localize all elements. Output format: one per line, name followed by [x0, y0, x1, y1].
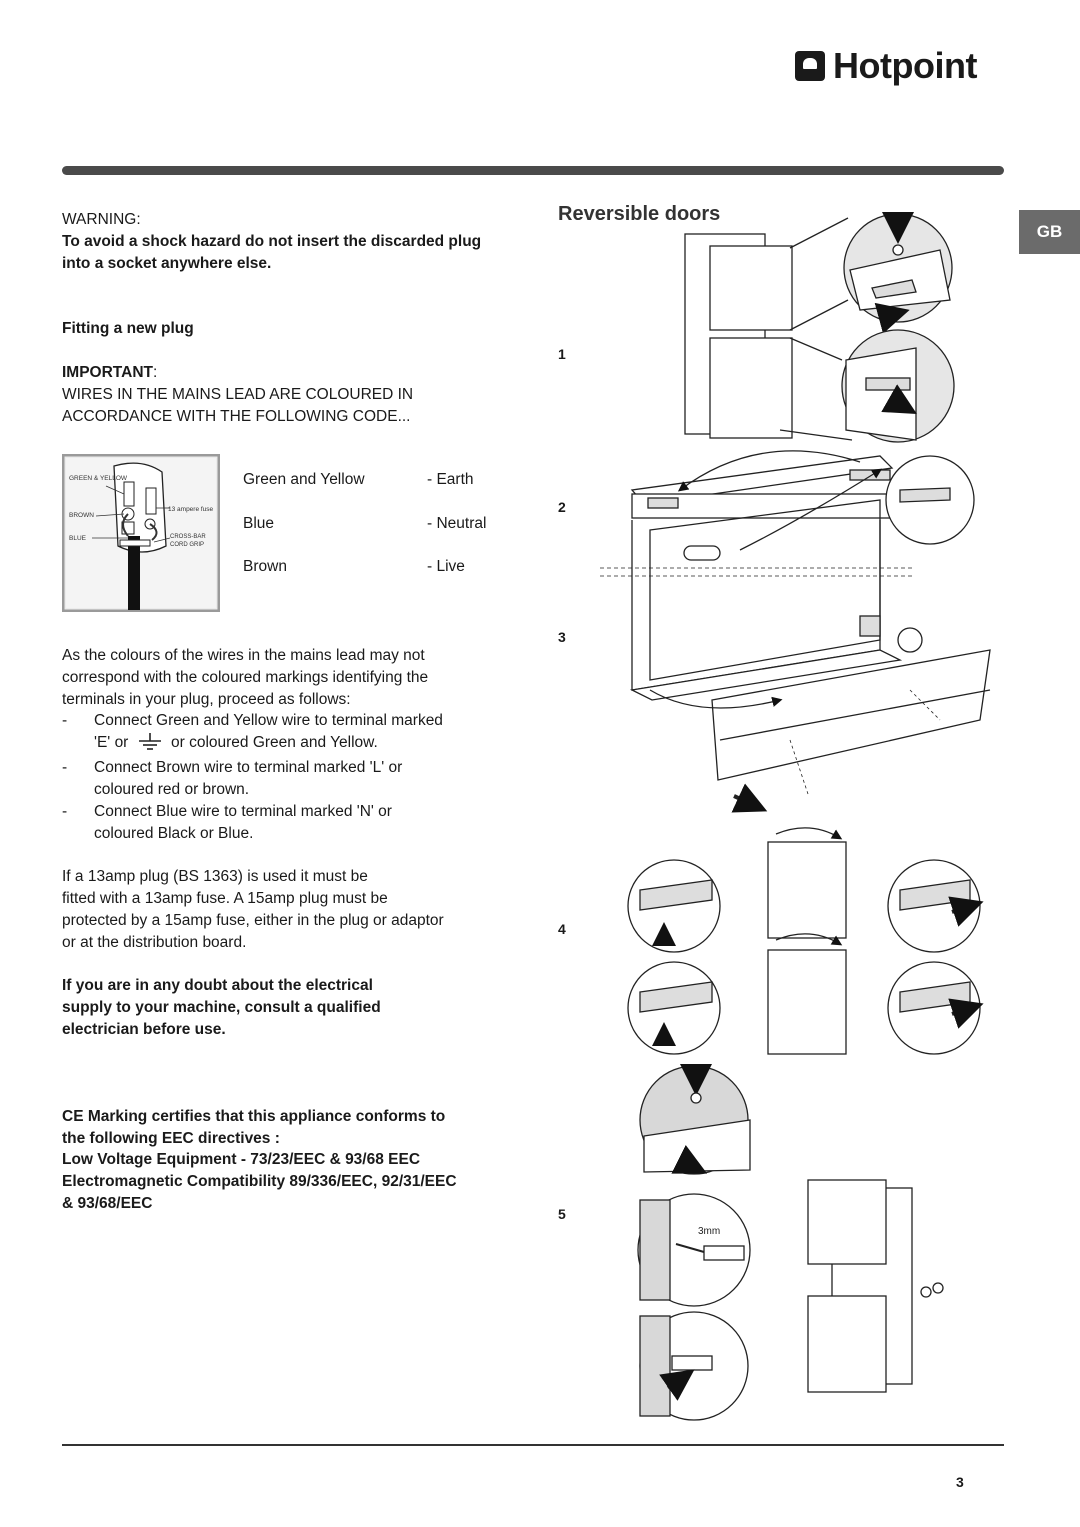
label-cordgrip: CORD GRIP: [170, 542, 205, 548]
step1-hinge-zoom-top: [844, 212, 952, 322]
step4-doors: [628, 828, 980, 1054]
bullet-dash: -: [62, 759, 68, 776]
ce-line-3: Low Voltage Equipment - 73/23/EEC & 93/68 EEC: [62, 1151, 421, 1168]
section-title: Reversible doors: [558, 203, 721, 225]
ce-line-4: Electromagnetic Compatibility 89/336/EEC, 92/31/EEC: [62, 1173, 457, 1190]
label-green-yellow: GREEN & YELLOW: [69, 475, 128, 482]
bullet-line-2: coloured Black or Blue.: [94, 824, 254, 842]
bullet-line-1: Connect Blue wire to terminal marked 'N' or: [94, 803, 392, 820]
doubt-line-1: If you are in any doubt about the electrical: [62, 977, 373, 994]
terminal-name: - Live: [427, 558, 465, 575]
step-number-2: 2: [558, 499, 566, 515]
wires-line-2: ACCORDANCE WITH THE FOLLOWING CODE...: [62, 408, 411, 425]
footer-rule: [62, 1444, 1004, 1446]
bullet-line-1: Connect Green and Yellow wire to terminal marked: [94, 712, 443, 729]
step-number-1: 1: [558, 346, 566, 362]
language-tab: GB: [1019, 210, 1080, 254]
bullet-line-2: coloured red or brown.: [94, 780, 250, 798]
ce-line-1: CE Marking certifies that this appliance conforms to: [62, 1108, 446, 1125]
fuse-line-1: If a 13amp plug (BS 1363) is used it must be: [62, 868, 368, 885]
bullet-e-text-2: or coloured Green and Yellow.: [170, 733, 378, 751]
step1-hinge-zoom-bottom: [842, 330, 954, 442]
ce-line-5: & 93/68/EEC: [62, 1195, 153, 1212]
label-brown: BROWN: [69, 512, 94, 519]
colour-name: Blue: [243, 515, 275, 532]
brand-name: Hotpoint: [833, 45, 977, 86]
wires-line-1: WIRES IN THE MAINS LEAD ARE COLOURED IN: [62, 386, 414, 403]
bullet-e-text: 'E' or: [94, 733, 129, 751]
fitting-heading: Fitting a new plug: [62, 320, 194, 337]
warning-text: To avoid a shock hazard do not insert the discarded plug into a socket anywhere else.: [62, 233, 482, 272]
doubt-line-3: electrician before use.: [62, 1021, 226, 1038]
step-number-3: 3: [558, 629, 566, 645]
ce-line-2: the following EEC directives :: [62, 1130, 280, 1147]
step1-fridge: [685, 218, 852, 440]
colour-name: Green and Yellow: [243, 471, 365, 488]
step2-fridge-top: [632, 451, 974, 560]
step5-assembly: [638, 1066, 943, 1420]
step3-fridge-bottom: [632, 500, 990, 808]
fuse-line-3: protected by a 15amp fuse, either in the plug or adaptor: [62, 912, 444, 929]
label-fuse: 13 ampere fuse: [168, 506, 214, 513]
terminal-name: - Earth: [427, 471, 474, 488]
bullet-dash: -: [62, 712, 68, 729]
fuse-line-2: fitted with a 13amp fuse. A 15amp plug must be: [62, 890, 388, 907]
bullet-dash: -: [62, 803, 68, 820]
measure-label: 3mm: [698, 1226, 721, 1237]
label-blue: BLUE: [69, 535, 86, 542]
important-label: IMPORTANT: [62, 364, 153, 381]
important-colon: :: [152, 364, 158, 381]
fuse-line-4: or at the distribution board.: [62, 934, 247, 951]
step-number-5: 5: [558, 1206, 566, 1222]
para1-line-3: terminals in your plug, proceed as follows:: [62, 691, 351, 708]
bullet-line-1: Connect Brown wire to terminal marked 'L' or: [94, 759, 403, 776]
colour-name: Brown: [243, 558, 287, 575]
para1-line-2: correspond with the coloured markings identifying the: [62, 669, 429, 686]
step-number-4: 4: [558, 921, 566, 937]
para1-line-1: As the colours of the wires in the mains lead may not: [62, 647, 425, 664]
label-crossbar: CROSS-BAR: [170, 534, 206, 540]
page-number: 3: [956, 1474, 964, 1490]
doubt-line-2: supply to your machine, consult a qualified: [62, 999, 381, 1016]
terminal-name: - Neutral: [427, 515, 487, 532]
warning-label: WARNING:: [62, 211, 141, 228]
